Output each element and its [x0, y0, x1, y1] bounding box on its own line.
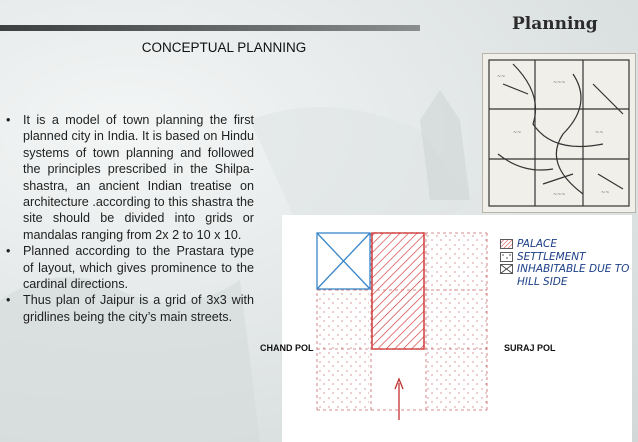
- bullet-icon: •: [6, 293, 11, 308]
- city-map-sketch: [483, 54, 635, 212]
- slide-title: CONCEPTUAL PLANNING: [141, 40, 307, 55]
- city-map-image: [482, 53, 636, 213]
- svg-text:~~: ~~: [513, 130, 522, 136]
- chand-pol-label: CHAND POL: [260, 343, 314, 353]
- bullet-icon: •: [6, 244, 11, 259]
- dots-icon: [500, 252, 513, 262]
- plan-legend: [500, 238, 635, 288]
- svg-text:~~: ~~: [595, 130, 604, 136]
- svg-text:~~: ~~: [601, 190, 610, 196]
- legend-item-palace: PALACE: [500, 238, 635, 251]
- suraj-pol-label: SURAJ POL: [504, 343, 556, 353]
- legend-item-settlement: SETTLEMENT: [500, 251, 635, 264]
- bullet-item: • It is a model of town planning the first planned city in India. It is based on Hindu systems of town planning and followed the principles prescribed in the Shilpa-shastra, an ancient Indian treatise on architecture .according to this shastra the site should be divided into grids or mandalas ranging from 2x 2 to 10 x 10.: [6, 113, 254, 242]
- legend-item-inhabitable: INHABITABLE DUE TO HILL SIDE: [500, 263, 635, 288]
- corner-title: Planning: [512, 14, 598, 34]
- svg-text:~~~: ~~~: [553, 80, 566, 86]
- title-bar-rule: [0, 25, 420, 31]
- svg-text:~~: ~~: [497, 74, 506, 80]
- bullet-item: • Thus plan of Jaipur is a grid of 3x3 with gridlines being the city’s main streets.: [6, 293, 254, 324]
- svg-text:~~~: ~~~: [553, 192, 566, 198]
- bullet-list: [6, 112, 254, 325]
- bullet-icon: •: [6, 113, 11, 127]
- cross-icon: [500, 264, 513, 274]
- hatch-icon: [500, 239, 513, 249]
- bullet-item: • Planned according to the Prastara type of layout, which gives prominence to the cardinal directions.: [6, 244, 254, 292]
